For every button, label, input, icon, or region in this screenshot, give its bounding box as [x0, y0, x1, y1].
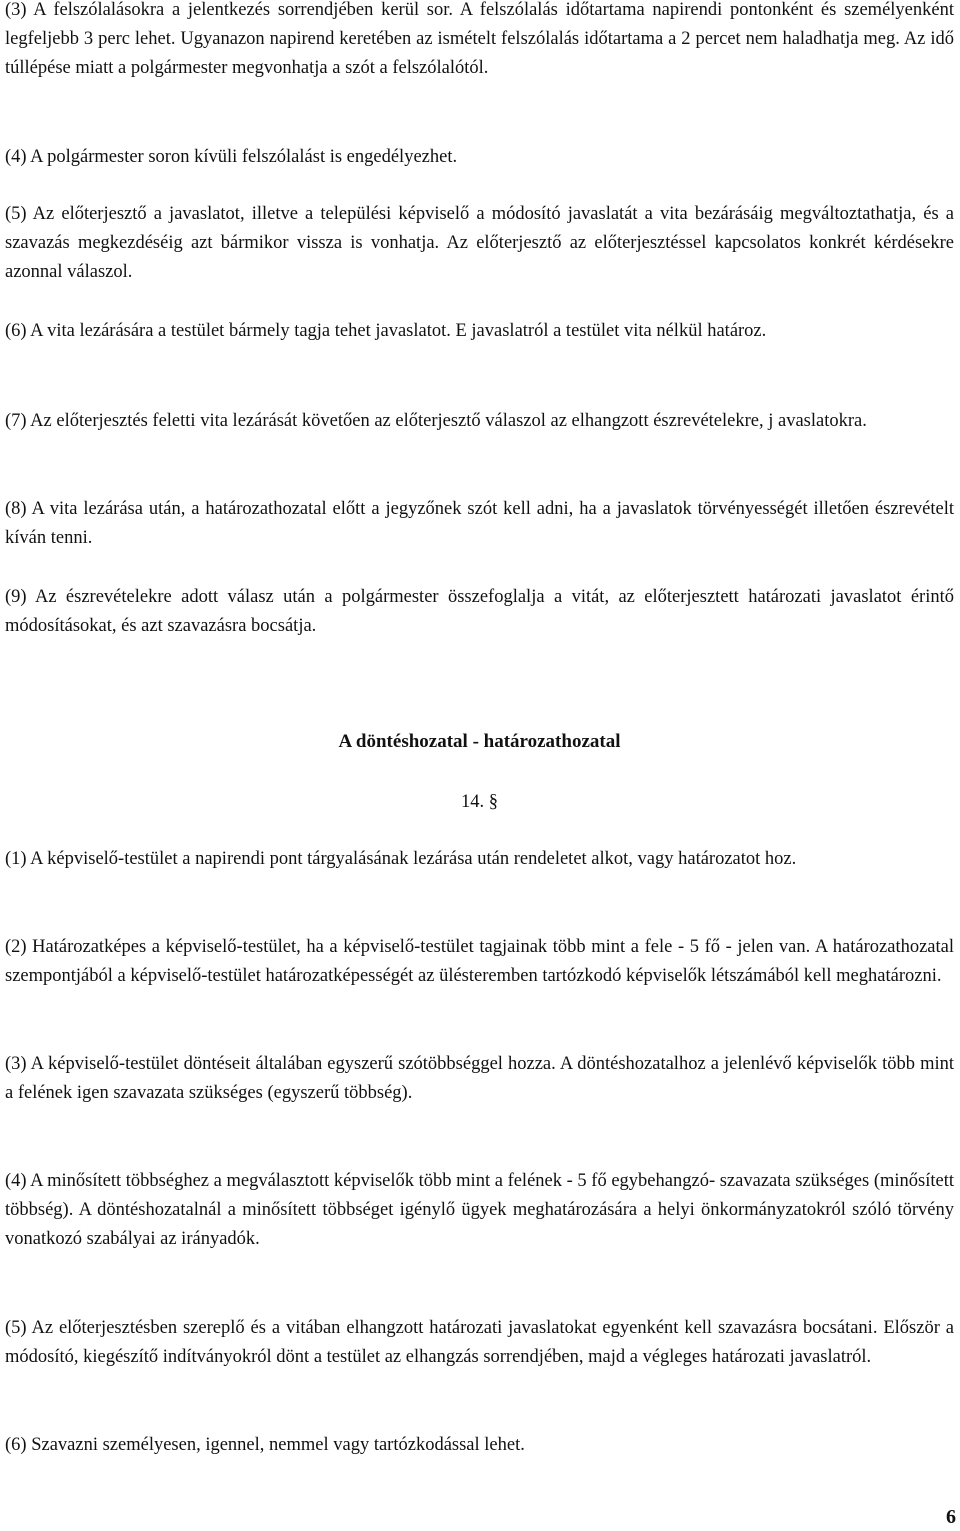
paragraph-8-notary-remark: (8) A vita lezárása után, a határozathozatal előtt a jegyzőnek szót kell adni, ha a javaslatok törvényességét illetően észrevételt kíván tenni. [5, 499, 954, 549]
paragraph-1-decision-making: (1) A képviselő-testület a napirendi pont tárgyalásának lezárása után rendeletet alkot, vagy határozatot hoz. [5, 849, 797, 869]
paragraph-6-closing-debate: (6) A vita lezárására a testület bármely tagja tehet javaslatot. E javaslatról a testület vita nélkül határoz. [5, 321, 767, 341]
paragraph-7-presenter-reply: (7) Az előterjesztés feletti vita lezárását követően az előterjesztő válaszol az elhangzott észrevételekre, j avaslatokra. [5, 411, 867, 431]
paragraph-4-qualified-majority: (4) A minősített többséghez a megválasztott képviselők több mint a felének - 5 fő egybehangzó- szavazata szükséges (minősített többség). A döntéshozatalnál a minősített többséget igénylő ügyek meghatározására a helyi önkormányzatokról szóló törvény vonatkozó szabályai az irányadók. [5, 1171, 954, 1250]
paragraph-5-voting-order: (5) Az előterjesztésben szereplő és a vitában elhangzott határozati javaslatokat egyenként kell szavazásra bocsátani. Először a módosító, kiegészítő indítványokról dönt a testület az elhangzás sorrendjében, majd a végleges határozati javaslatról. [5, 1318, 954, 1368]
section-number: 14. § [461, 792, 498, 812]
paragraph-2-quorum: (2) Határozatképes a képviselő-testület, ha a képviselő-testület tagjainak több mint a fele - 5 fő - jelen van. A határozathozatal szempontjából a képviselő-testület határozatképességét az ülésteremben tartózkodó képviselők létszámából kell meghatározni. [5, 937, 954, 987]
paragraph-9-summary-vote: (9) Az észrevételekre adott válasz után a polgármester összefoglalja a vitát, az előterjesztett határozati javaslatot érintő módosításokat, és azt szavazásra bocsátja. [5, 587, 954, 637]
paragraph-4-extra-speech: (4) A polgármester soron kívüli felszólalást is engedélyezhet. [5, 147, 458, 167]
paragraph-5-proposal-changes: (5) Az előterjesztő a javaslatot, illetve a települési képviselő a módosító javaslatát a vita bezárásáig megváltoztathatja, és a szavazás megkezdéséig azt bármikor vissza is vonhatja. Az előterjesztő az előterjesztéssel kapcsolatos konkrét kérdésekre azonnal válaszol. [5, 204, 954, 283]
paragraph-3-simple-majority: (3) A képviselő-testület döntéseit általában egyszerű szótöbbséggel hozza. A döntéshozatalhoz a jelenlévő képviselők több mint a felének igen szavazata szükséges (egyszerű többség). [5, 1054, 954, 1104]
page-number: 6 [946, 1506, 956, 1528]
section-heading: A döntéshozatal - határozathozatal [338, 731, 621, 752]
paragraph-6-voting-options: (6) Szavazni személyesen, igennel, nemmel vagy tartózkodással lehet. [5, 1435, 525, 1455]
paragraph-3-speaking-order: (3) A felszólalásokra a jelentkezés sorrendjében kerül sor. A felszólalás időtartama napirendi pontonként és személyenként legfeljebb 3 perc lehet. Ugyanazon napirend keretében az ismételt felszólalás időtartama a 2 percet nem haladhatja meg. Az idő túllépése miatt a polgármester megvonhatja a szót a felszólalótól. [5, 0, 954, 79]
